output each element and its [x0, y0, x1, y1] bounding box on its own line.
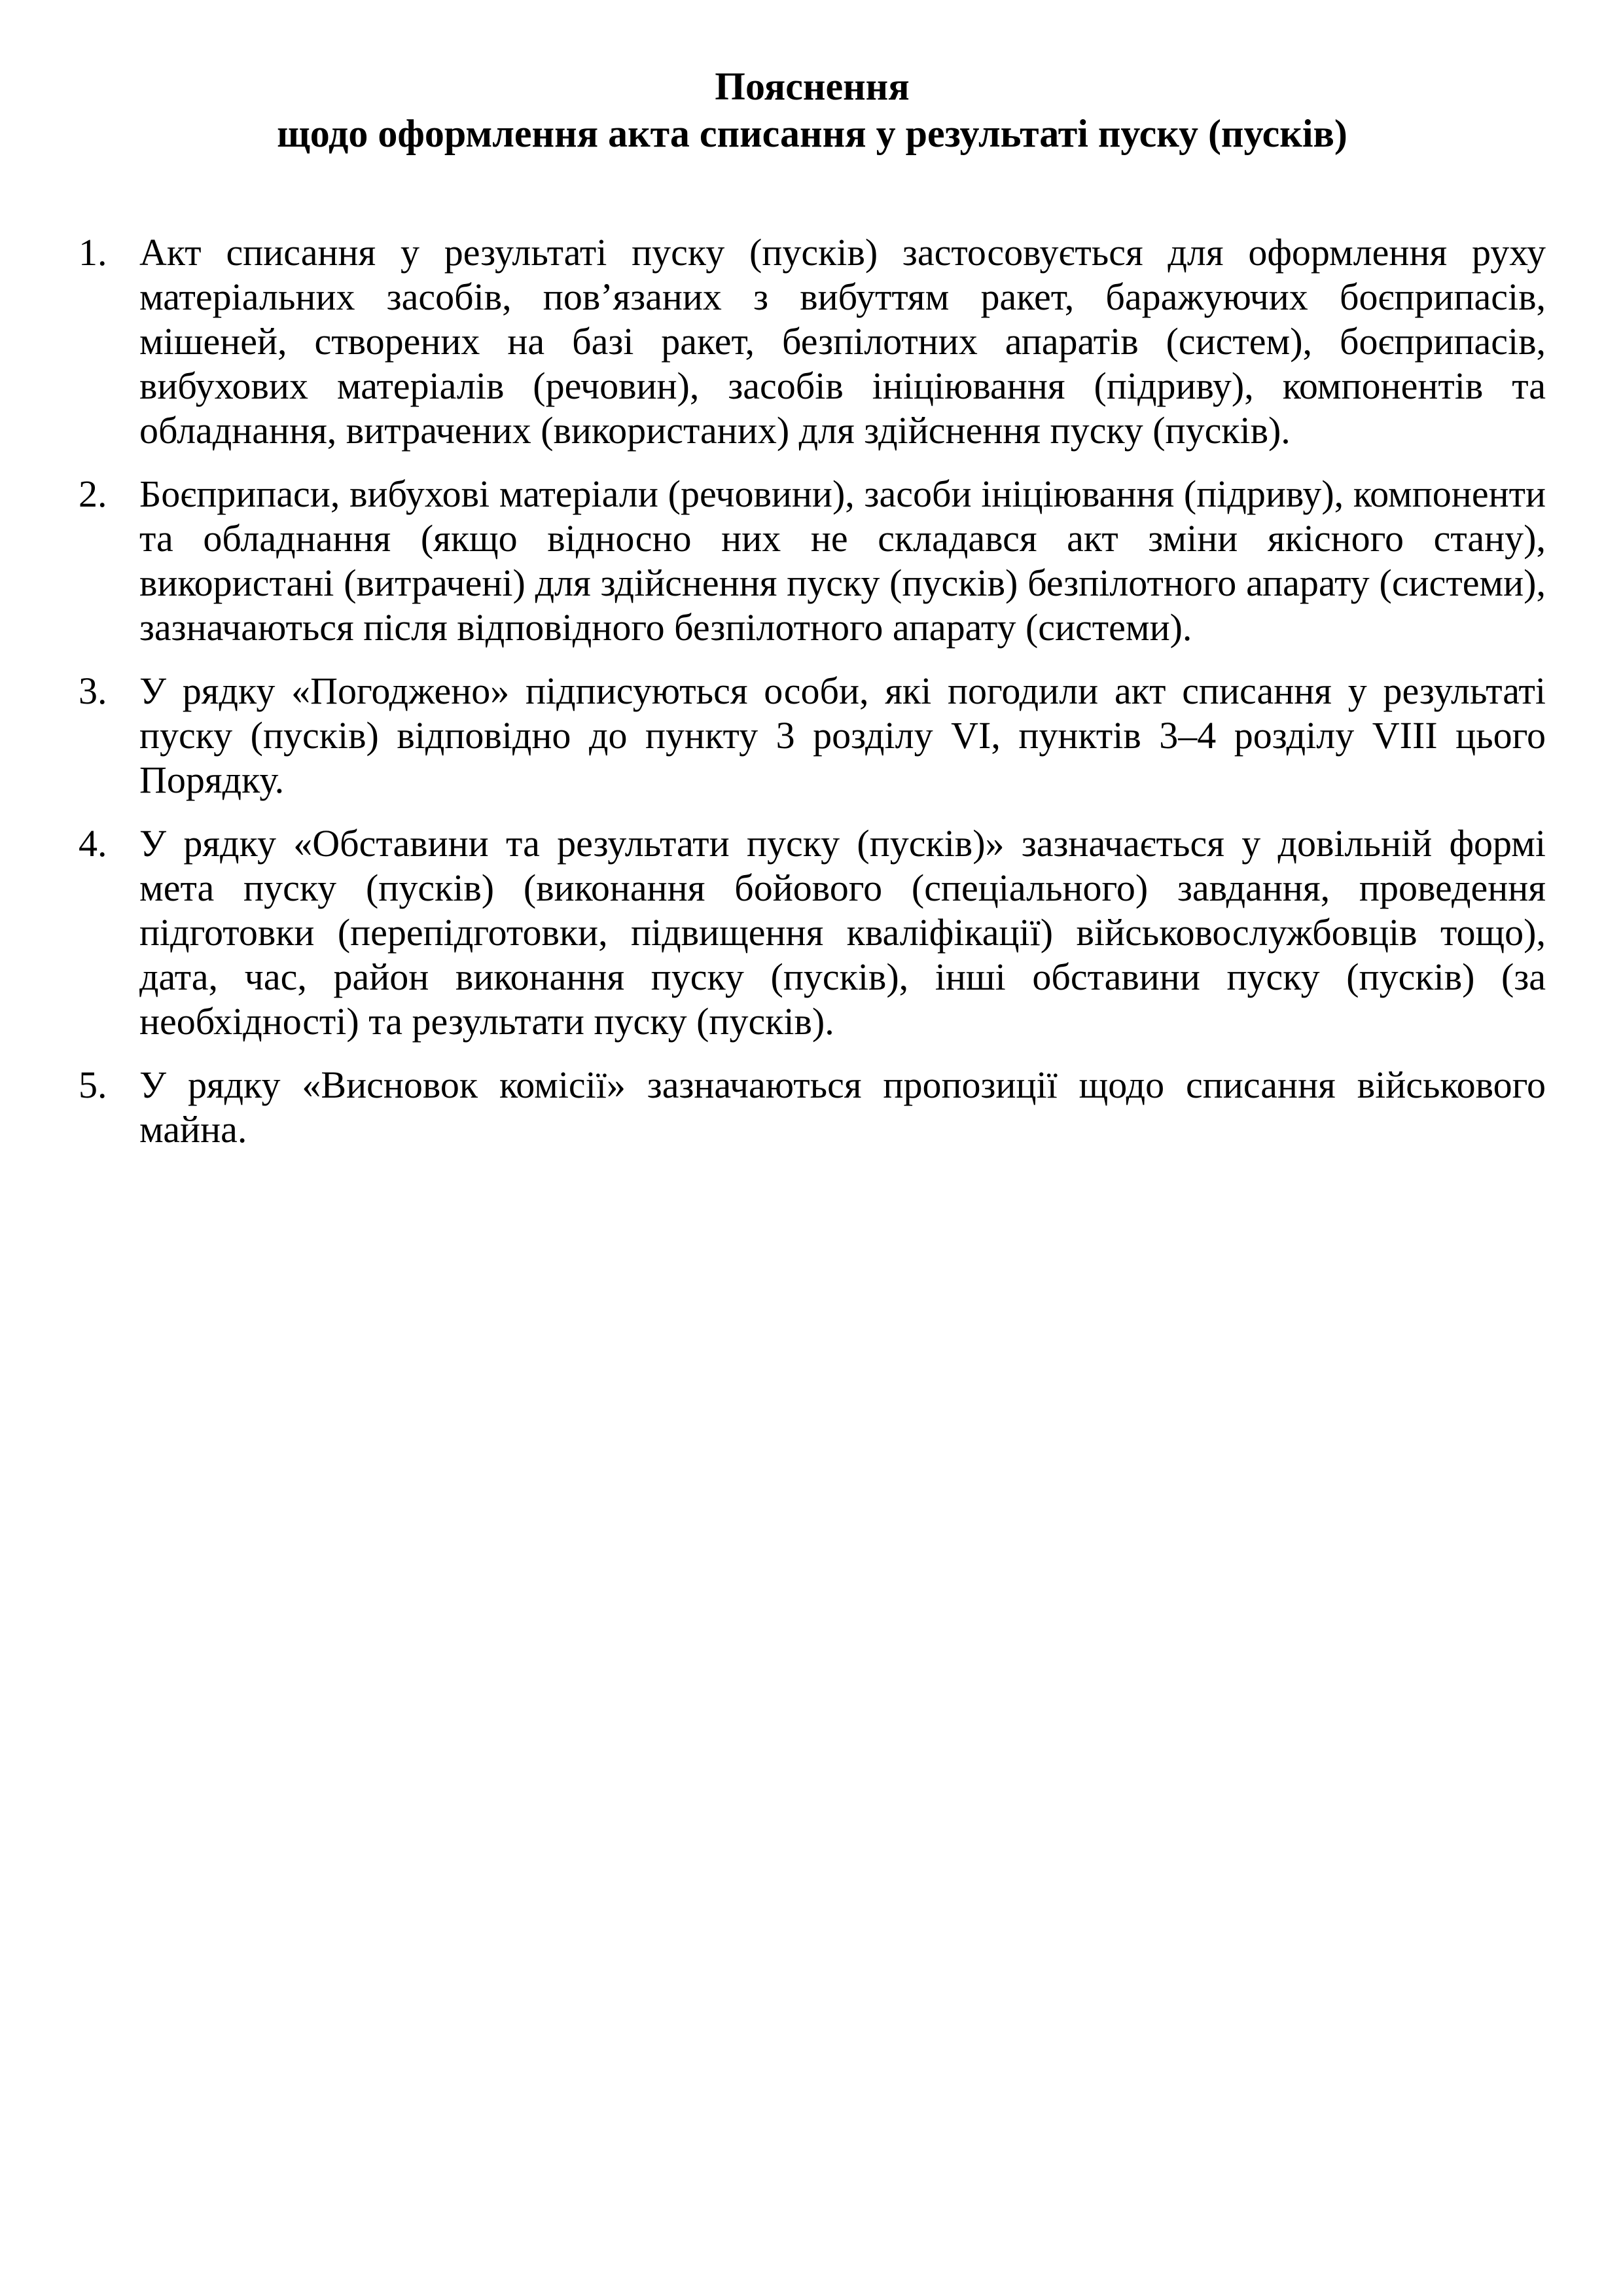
- list-item-2-text: Боєприпаси, вибухові матеріали (речовини), засоби ініціювання (підриву), компоненти та обладнання (якщо відносно них не складався акт зміни якісного стану), використані (витрачені) для здійснення пуску (пусків) безпілотного апарату (системи), зазначаються після відповідного безпілотного апарату (системи).: [139, 473, 1546, 649]
- list-item-4-text: У рядку «Обставини та результати пуску (пусків)» зазначається у довільній формі мета пуску (пусків) (виконання бойового (спеціального) завдання, проведення підготовки (перепідготовки, підвищення кваліфікації) військовослужбовців тощо), дата, час, район виконання пуску (пусків), інші обставини пуску (пусків) (за необхідності) та результати пуску (пусків).: [139, 822, 1546, 1043]
- page-title: [79, 63, 1546, 157]
- list-item-5-number: 5.: [79, 1064, 107, 1106]
- list-item-3-text: У рядку «Погоджено» підписуються особи, які погодили акт списання у результаті пуску (пусків) відповідно до пункту 3 розділу VI, пунктів 3–4 розділу VIII цього Порядку.: [139, 670, 1546, 801]
- list-item-4: [79, 821, 1546, 1044]
- list-item-3: [79, 669, 1546, 802]
- list-item-1-number: 1.: [79, 231, 107, 274]
- page-title-line-1: Пояснення: [715, 65, 910, 108]
- list-item-1-text: Акт списання у результаті пуску (пусків) застосовується для оформлення руху матеріальних засобів, пов’язаних з вибуттям ракет, баражуючих боєприпасів, мішеней, створених на базі ракет, безпілотних апаратів (систем), боєприпасів, вибухових матеріалів (речовин), засобів ініціювання (підриву), компонентів та обладнання, витрачених (використаних) для здійснення пуску (пусків).: [139, 231, 1546, 452]
- list-item-2: [79, 472, 1546, 650]
- list-item-3-number: 3.: [79, 670, 107, 712]
- list-item-2-number: 2.: [79, 473, 107, 515]
- list-item-5: [79, 1063, 1546, 1152]
- page-title-line-2: щодо оформлення акта списання у результаті пуску (пусків): [277, 112, 1347, 155]
- list-item-5-text: У рядку «Висновок комісії» зазначаються пропозиції щодо списання військового майна.: [139, 1064, 1546, 1151]
- numbered-list: [79, 230, 1546, 1152]
- list-item-1: [79, 230, 1546, 453]
- list-item-4-number: 4.: [79, 822, 107, 865]
